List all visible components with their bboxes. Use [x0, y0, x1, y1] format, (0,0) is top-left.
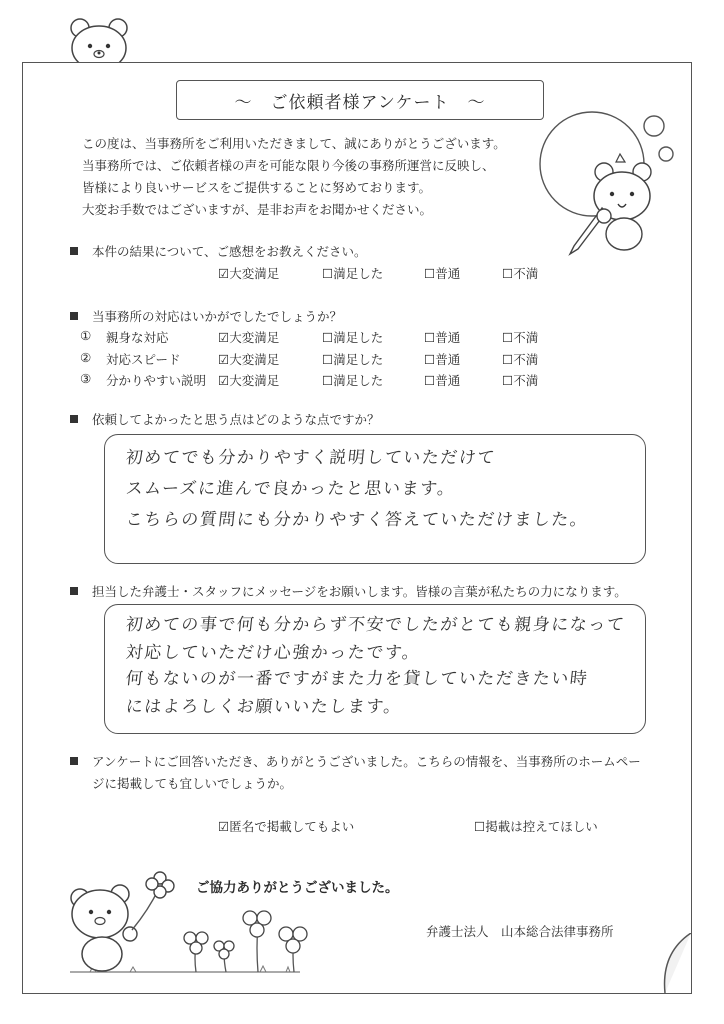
q2-item-num: ②	[80, 350, 92, 365]
q3-answer-line: こちらの質問にも分かりやすく答えていただけました。	[124, 510, 590, 530]
q2-item-num: ③	[80, 371, 92, 386]
q2-1-option-unsatisfied[interactable]: ☐不満	[502, 330, 539, 345]
q5-option-anonymous-ok[interactable]: ☑匿名で掲載してもよい	[218, 819, 355, 834]
q3-answer-line: スムーズに進んで良かったと思います。	[124, 479, 457, 499]
q2-item-label: 親身な対応	[106, 330, 169, 345]
q1-option-unsatisfied[interactable]: ☐不満	[502, 266, 539, 281]
q2-1-option-satisfied[interactable]: ☐満足した	[322, 330, 384, 345]
q2-1-option-very-satisfied[interactable]: ☑大変満足	[218, 330, 280, 345]
q3-answer-line: 初めてでも分かりやすく説明していただけて	[124, 448, 497, 468]
q1-option-normal[interactable]: ☐普通	[424, 266, 461, 281]
clover-icon	[146, 872, 174, 898]
q1-option-very-satisfied[interactable]: ☑大変満足	[218, 266, 280, 281]
q2-3-option-normal[interactable]: ☐普通	[424, 373, 461, 388]
q2-item-label: 対応スピード	[106, 352, 181, 367]
q2-item-label: 分かりやすい説明	[106, 373, 207, 388]
q2-3-option-very-satisfied[interactable]: ☑大変満足	[218, 373, 280, 388]
bullet-square-icon	[70, 312, 78, 320]
question-3: 依頼してよかったと思う点はどのような点ですか？	[70, 410, 380, 428]
question-4: 担当した弁護士・スタッフにメッセージをお願いします。皆様の言葉が私たちの力になります。	[70, 582, 627, 600]
q2-3-option-unsatisfied[interactable]: ☐不満	[502, 373, 539, 388]
bear-with-pencil-icon	[532, 108, 692, 258]
question-5: アンケートにご回答いただき、ありがとうございました。こちらの情報を、当事務所のホームペー	[70, 752, 641, 770]
q2-2-option-normal[interactable]: ☐普通	[424, 352, 461, 367]
bullet-square-icon	[70, 757, 78, 765]
page-title: ～ ご依頼者様アンケート ～	[176, 80, 544, 120]
intro-text: この度は、当事務所をご利用いただきまして、誠にありがとうございます。 当事務所では、ご依頼者様の声を可能な限り今後の事務所運営に反映し、 皆様により良いサービスをご提供することに努めております。 大変お手数ではございますが、是非お声をお聞かせください。	[82, 136, 506, 217]
q2-2-option-satisfied[interactable]: ☐満足した	[322, 352, 384, 367]
q4-answer-line: 対応していただけ心強かったです。	[124, 643, 422, 663]
q2-1-option-normal[interactable]: ☐普通	[424, 330, 461, 345]
bullet-square-icon	[70, 587, 78, 595]
q2-2-option-very-satisfied[interactable]: ☑大変満足	[218, 352, 280, 367]
q2-3-option-satisfied[interactable]: ☐満足した	[322, 373, 384, 388]
thanks-message: ご協力ありがとうございました。	[196, 880, 399, 896]
question-2: 当事務所の対応はいかがでしたでしょうか？	[70, 307, 342, 325]
q2-item-num: ①	[80, 328, 92, 343]
q4-answer-line: 何もないのが一番ですがまた力を貸していただきたい時	[124, 669, 590, 689]
question-1: 本件の結果について、ご感想をお教えください。	[70, 242, 367, 260]
q1-option-satisfied[interactable]: ☐満足した	[322, 266, 384, 281]
firm-name: 弁護士法人 山本総合法律事務所	[426, 924, 614, 939]
bullet-square-icon	[70, 247, 78, 255]
question-5-line2: ジに掲載しても宜しいでしょうか。	[92, 776, 293, 791]
q5-option-decline[interactable]: ☐掲載は控えてほしい	[474, 819, 598, 834]
page-curl-decoration	[631, 933, 691, 993]
q4-answer-line: にはよろしくお願いいたします。	[124, 697, 403, 717]
bullet-square-icon	[70, 415, 78, 423]
q4-answer-line: 初めての事で何も分からず不安でしたがとても親身になって	[124, 615, 627, 635]
q2-2-option-unsatisfied[interactable]: ☐不満	[502, 352, 539, 367]
